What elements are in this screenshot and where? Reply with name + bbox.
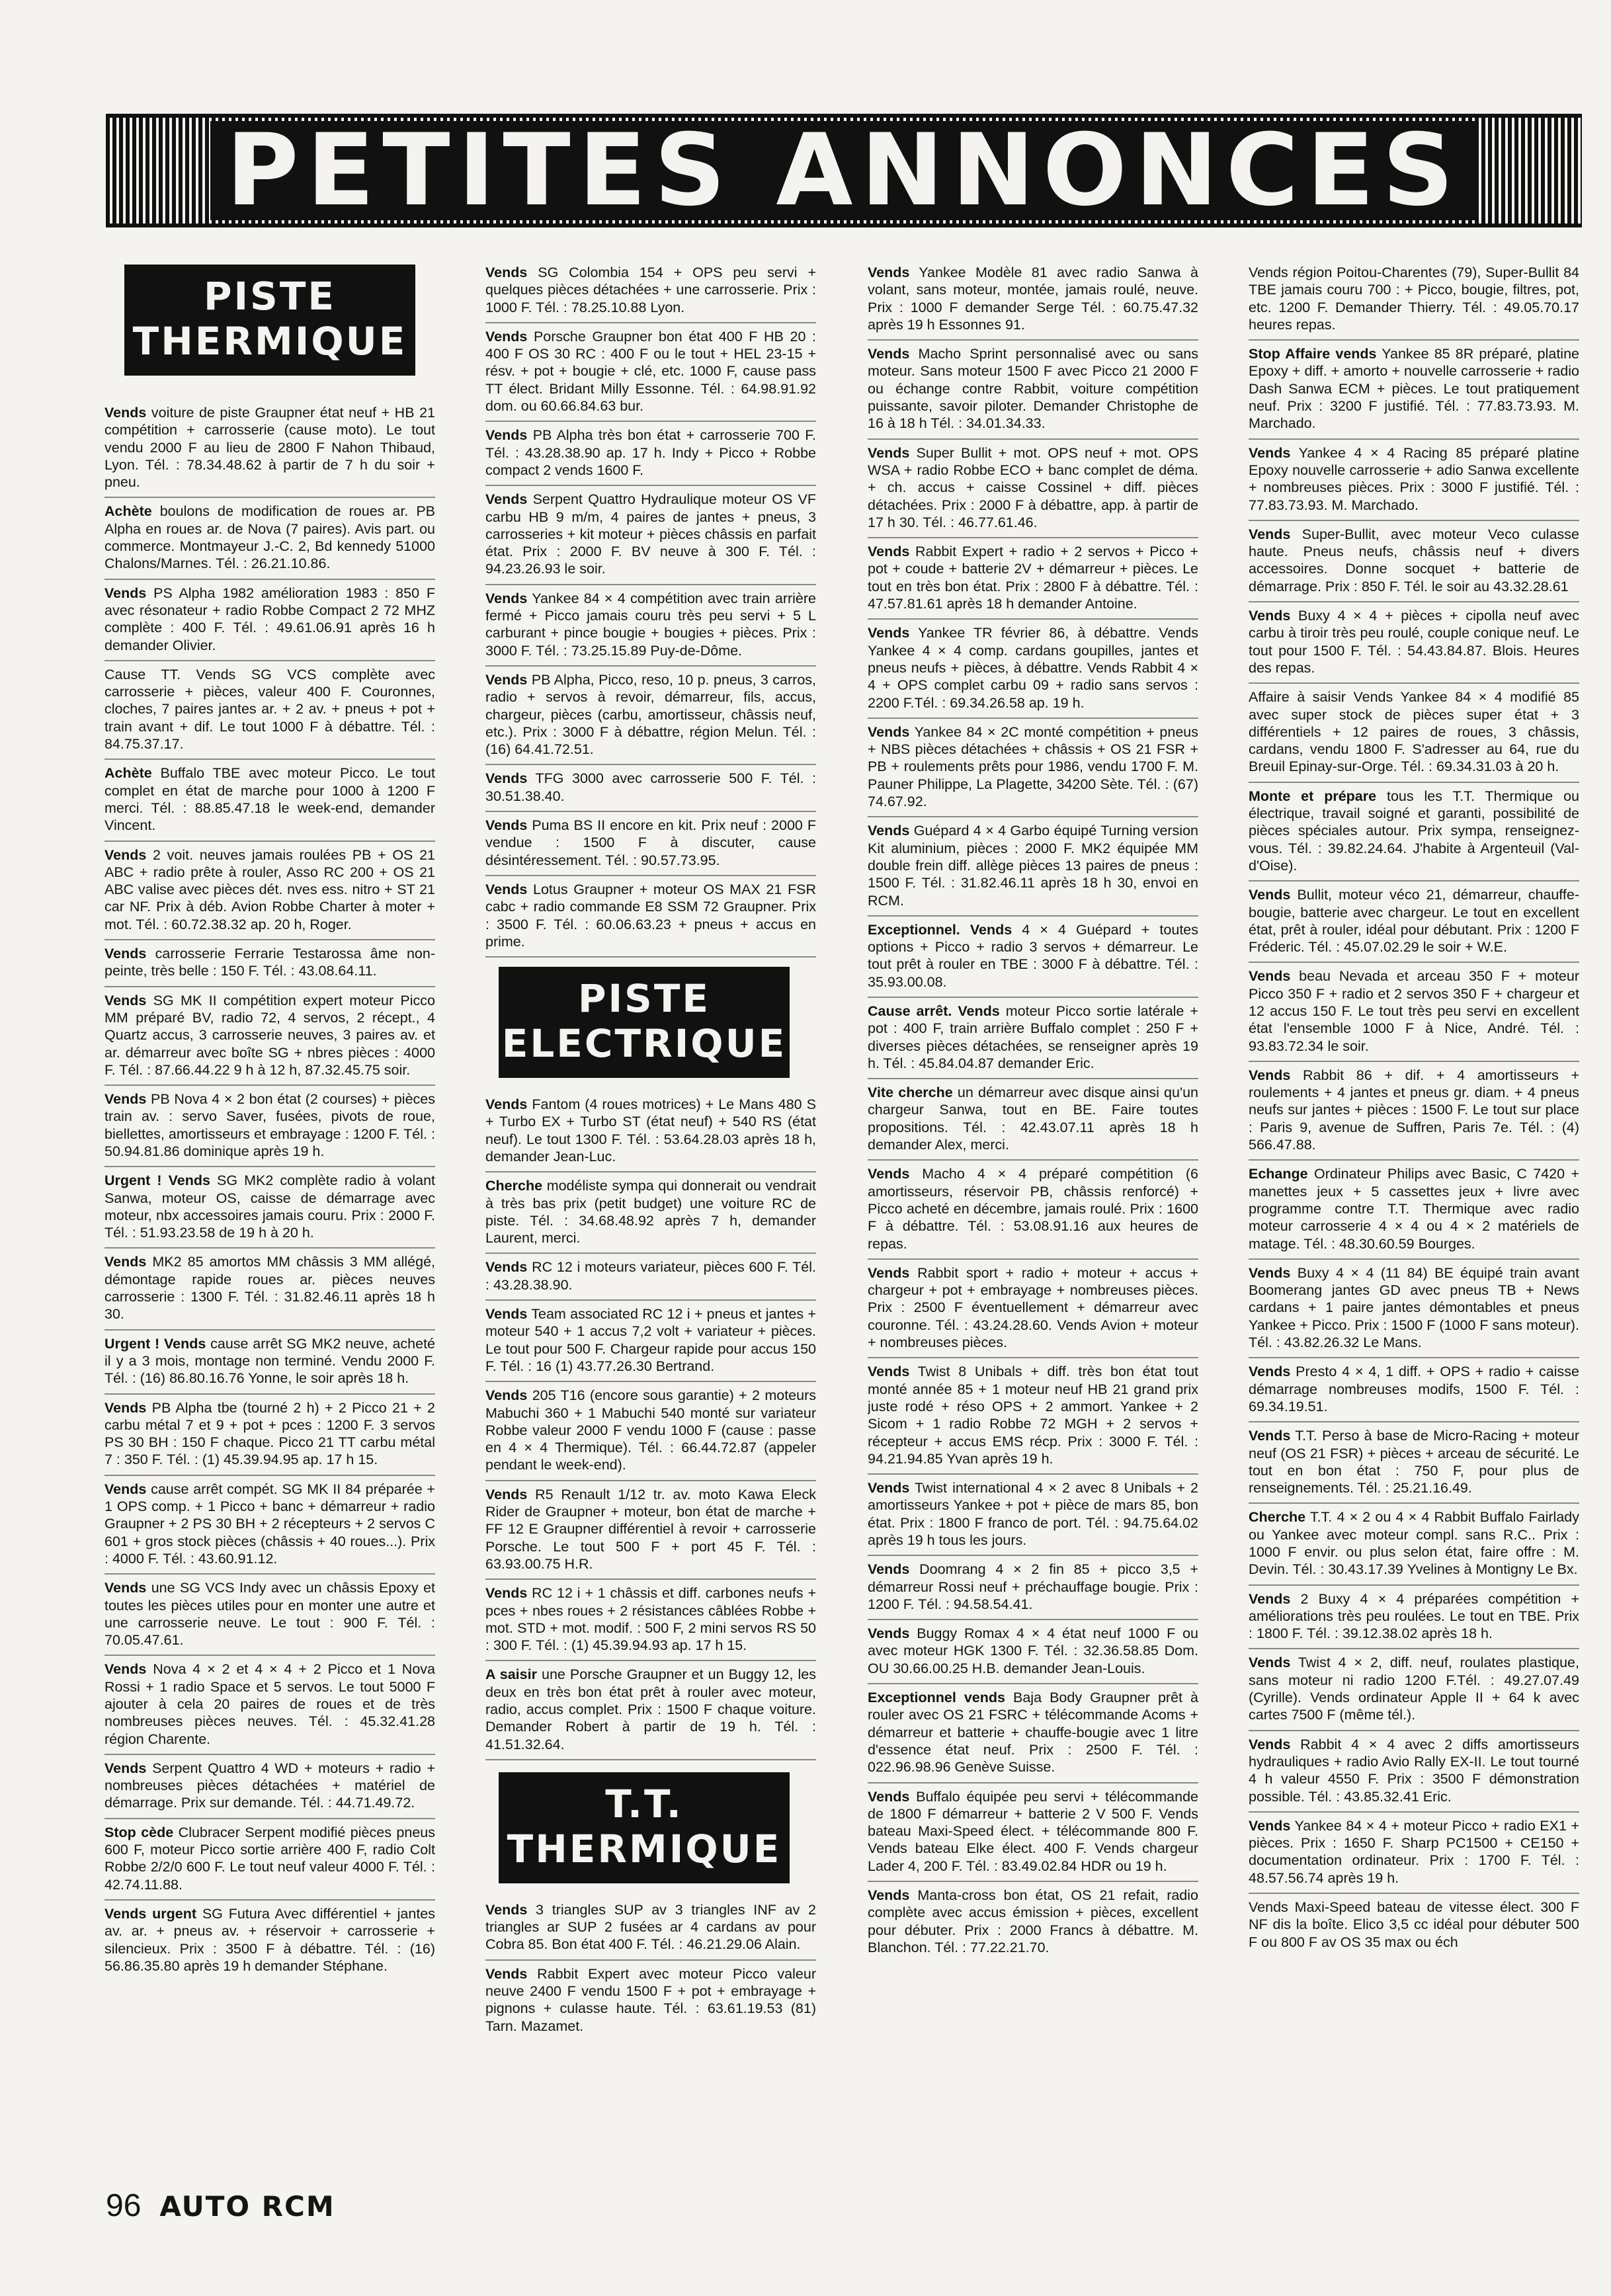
classified-ad: [1249, 602, 1579, 684]
ad-text: Lotus Graupner + moteur OS MAX 21 FSR cabc + radio commande E8 SSM 72 Graupner. Prix : 3500 F. Tél. : 60.06.63.23 + pneus + accus en prime.: [485, 881, 816, 950]
ad-lead-word: Vends: [485, 328, 528, 345]
ad-lead-word: Monte et prépare: [1249, 788, 1377, 804]
classified-ad: [485, 1091, 816, 1172]
classified-ad: [1249, 1813, 1579, 1894]
ad-lead-word: Vends: [485, 1096, 528, 1113]
ad-text: Buffalo TBE avec moteur Picco. Le tout complet en état de marche pour 1000 à 1200 F merci. Tél. : 88.85.47.18 le week-end, demander Vincent.: [104, 765, 435, 834]
ad-text: boulons de modification de roues ar. PB Alpha en roues ar. de Nova (7 paires). Avis part. ou commerce. Montmayeur J.-C. 2, Bd kennedy 51000 Chalons/Marnes. Tél. : 26.21.10.86.: [104, 503, 435, 572]
ad-lead-word: Vends: [485, 671, 528, 688]
ad-text: PB Alpha très bon état + carrosserie 700 F. Tél. : 43.28.38.90 ap. 17 h. Indy + Picco + Robbe compact 2 vends 1600 F.: [485, 427, 816, 478]
ad-text: Presto 4 × 4, 1 diff. + OPS + radio + caisse démarrage nombreuses modifs, 1500 F. Tél. : 69.34.19.51.: [1249, 1364, 1579, 1414]
ad-text: R5 Renault 1/12 tr. av. moto Kawa Eleck Rider de Graupner + moteur, bon état de marche + FF 12 E Graupner différentiel à revoir + carrosserie Porsche. Le tout 500 F + port 45 F. Tél. : 63.93.00.75 H.R.: [485, 1486, 816, 1572]
ad-lead-word: Vends: [1249, 526, 1291, 542]
column-4: [1249, 259, 1579, 2164]
ad-text: carrosserie Ferrarie Testarossa âme non-peinte, très belle : 150 F. Tél. : 43.08.64.11.: [104, 946, 435, 979]
ad-text: 205 T16 (encore sous garantie) + 2 moteurs Mabuchi 360 + 1 Mabuchi 540 monté sur variateur Robbe valeur 2000 F vendu 1000 F (cause : passe en 4 × 4 Thermique). Tél. : 66.44.72.87 (appeler pendant le week-end).: [485, 1387, 816, 1473]
ad-lead-word: Vends: [1249, 1264, 1291, 1281]
ad-text: un démarreur avec disque ainsi qu'un chargeur Sanwa, tout en BE. Faire toutes propositions. Tél. : 42.43.07.11 après 18 h demander Alex, merci.: [868, 1085, 1198, 1153]
ad-text: Macho Sprint personnalisé avec ou sans moteur. Sans moteur 1500 F avec Picco 21 2000 F ou échange contre Rabbit, voiture compétition puissante, savoir piloter. Demander Christophe de 16 à 18 h Tél. : 34.01.34.33.: [868, 346, 1198, 432]
ad-lead-word: Vends: [485, 881, 528, 897]
ad-text: une Porsche Graupner et un Buggy 12, les deux en très bon état prêt à rouler avec moteur, radio, accus complet. Prix : 1500 F chaque voiture. Demander Robert à partir de 19 h. Tél. : 41.51.32.64.: [485, 1666, 816, 1752]
classified-ad: [104, 1167, 435, 1249]
ad-lead-word: Urgent ! Vends: [104, 1172, 210, 1189]
classified-ad: [104, 987, 435, 1086]
classified-ad: [104, 760, 435, 841]
ad-lead-word: Vends: [485, 427, 528, 444]
classified-ad: [104, 842, 435, 940]
classified-ad: [1249, 963, 1579, 1061]
ad-text: 4 × 4 Guépard + toutes options + Picco + radio 3 servos + démarreur. Le tout prêt à rouler en TBE : 3000 F à débattre. Tél. : 35.93.00.08.: [868, 921, 1198, 990]
ad-lead-word: Vends: [485, 1306, 528, 1323]
ad-lead-word: Vends: [1249, 1428, 1291, 1444]
column-1: [104, 257, 435, 2161]
ad-lead-word: Vends: [104, 1254, 147, 1270]
classified-ad: [485, 1382, 816, 1481]
classified-ad: [868, 1161, 1198, 1259]
ad-lead-word: Achète: [104, 765, 152, 782]
ad-lead-word: Vends: [104, 846, 147, 863]
ad-text: Twist 4 × 2, diff. neuf, roulates plastique, sans moteur ni radio 1200 F.Tél. : 49.27.07.49 (Cyrille). Vends ordinateur Apple II + 64 k avec cartes 7500 F (même tél.).: [1249, 1655, 1579, 1723]
ad-text: PB Nova 4 × 2 bon état (2 courses) + pièces train av. : servo Saver, fusées, pivots de roue, biellettes, amortisseurs et embrayage : 1200 F. Tél. : 50.94.81.86 dominique après 19 h.: [104, 1091, 435, 1159]
classified-ad: [104, 1575, 435, 1656]
ad-lead-word: Vends: [868, 1561, 910, 1578]
ad-text: Macho 4 × 4 préparé compétition (6 amortisseurs, réservoir PB, châssis renforcé) + Picco acheté en décembre, jamais roulé. Prix : 1600 F à débattre. Tél. : 53.08.91.16 aux heures de repas.: [868, 1166, 1198, 1252]
classified-ad: [1249, 341, 1579, 439]
ad-lead-word: Vends: [868, 1625, 910, 1642]
ad-lead-word: Vends: [104, 1399, 147, 1416]
classified-ad: [1249, 259, 1579, 341]
ad-lead-word: Vends: [485, 770, 528, 787]
ad-text: Fantom (4 roues motrices) + Le Mans 480 S + Turbo EX + Turbo ST (état neuf) + 540 RS (état neuf). Le tout 1300 F. Tél. : 53.64.28.03 après 18 h, demander Jean-Luc.: [485, 1096, 816, 1165]
ad-text: Buxy 4 × 4 + pièces + cipolla neuf avec carbu à tiroir très peu roulé, couple conique neuf. Le tout pour 1500 F. Tél. : 54.43.84.87. Blois. Heures des repas.: [1249, 608, 1579, 676]
ad-lead-word: Vends: [104, 585, 147, 601]
ad-lead-word: Vends: [104, 1661, 147, 1678]
classified-ad: [868, 341, 1198, 439]
classified-ad: [868, 538, 1198, 620]
ad-lead-word: Vends: [868, 444, 910, 461]
ad-lead-word: Urgent ! Vends: [104, 1335, 206, 1352]
classified-ad: [868, 1556, 1198, 1620]
ad-text: Yankee 4 × 4 Racing 85 préparé platine Epoxy nouvelle carrosserie + adio Sanwa excellente + nombreuses pièces. Prix : 3000 F justifié. Tél. : 77.83.73.93. M. Marchado.: [1249, 444, 1579, 513]
classified-ad: [485, 1172, 816, 1254]
ad-lead-word: Cherche: [1249, 1509, 1306, 1526]
ad-lead-word: Vends: [868, 1166, 910, 1182]
classified-ad: [1249, 1422, 1579, 1504]
ad-text: Yankee 85 8R préparé, platine Epoxy + diff. + amorto + nouvelle carrosserie + radio Dash Sanwa ECM + pièces. Le tout pratiquement neuf. Prix : 3200 F justifié. Tél. : 77.83.73.93. M. Marchado.: [1249, 346, 1579, 432]
ad-text: Yankee TR février 86, à débattre. Vends Yankee 4 × 4 comp. cardans goupilles, jantes et pneus neufs + pièces, à débattre. Vends Rabbit 4 × 4 + OPS complet carbu 09 + radio sans servos : 2200 F.Tél. : 69.34.26.58 ap. 19 h.: [868, 625, 1198, 711]
ad-lead-word: Vends: [868, 544, 910, 560]
classified-ad: [104, 661, 435, 760]
classified-ad: [868, 259, 1198, 341]
classified-ad: [1249, 1358, 1579, 1422]
ad-lead-word: Vends: [1249, 444, 1291, 461]
classified-ad: [1249, 783, 1579, 882]
classified-ad: [1249, 1504, 1579, 1585]
classified-ad: [104, 1656, 435, 1754]
classified-ad: [485, 1301, 816, 1382]
ad-text: TFG 3000 avec carrosserie 500 F. Tél. : 30.51.38.40.: [485, 770, 816, 804]
ad-lead-word: Vends: [104, 946, 147, 962]
classified-ad: [1249, 1161, 1579, 1259]
ad-text: Rabbit 4 × 4 avec 2 diffs amortisseurs hydrauliques + radio Avio Rally EX-II. Le tout tourné 4 h valeur 4550 F. Prix : 3500 F démonstration possible. Tél. : 43.85.32.41 Eric.: [1249, 1736, 1579, 1805]
ad-lead-word: Vends: [485, 1585, 528, 1602]
classified-ad: [1249, 882, 1579, 963]
ad-text: 2 Buxy 4 × 4 préparées compétition + améliorations très peu roulées. Le tout en TBE. Prix : 1800 F. Tél. : 39.12.38.02 après 18 h.: [1249, 1590, 1579, 1642]
ad-text: Buxy 4 × 4 (11 84) BE équipé train avant Boomerang jantes GD avec pneus TB + News cardans + 1 paire jantes démontables et pneus Yankee + Picco. Prix : 1500 F (1000 F sans moteur). Tél. : 43.82.26.32 Le Mans.: [1249, 1264, 1579, 1351]
ad-text: Yankee 84 × 4 compétition avec train arrière fermé + Picco jamais couru très peu servi + 5 L carburant + pince bougie + bougies + pièces. Prix : 3000 F. Tél. : 73.25.15.89 Puy-de-Dôme.: [485, 590, 816, 659]
classified-ad: [485, 1580, 816, 1661]
ad-lead-word: Vends: [104, 1481, 147, 1497]
ad-lead-word: Vends: [868, 1364, 910, 1380]
ad-lead-word: Achète: [104, 503, 152, 520]
ad-lead-word: Vends: [485, 1259, 528, 1276]
ad-lead-word: Vends: [868, 346, 910, 362]
ad-text: beau Nevada et arceau 350 F + moteur Picco 350 F + radio et 2 servos 350 F + chargeur et 12 accus 150 F. Le tout très peu servi en excellent état l'ensemble 1000 F à Nice, André. Tél. : 93.83.72.34 le soir.: [1249, 968, 1579, 1054]
classified-ad: [1249, 521, 1579, 602]
ad-text: Serpent Quattro Hydraulique moteur OS VF carbu HB 9 m/m, 4 paires de jantes + pneus, 3 carrosseries + kit moteur + pièces châssis en parfait état. Prix : 2000 F. BV neuve à 300 F. Tél. : 94.23.26.93 le soir.: [485, 491, 816, 577]
page-footer: [106, 2188, 335, 2223]
ad-text: Bullit, moteur véco 21, démarreur, chauffe-bougie, batterie avec chargeur. Le tout en excellent état, prêt à rouler, idéal pour débutant. Prix : 1200 F Fréderic. Tél. : 45.07.02.29 le soir + W.E.: [1249, 887, 1579, 956]
ad-lead-word: A saisir: [485, 1666, 537, 1683]
classified-ad: [104, 1249, 435, 1330]
ad-lead-word: Vends: [868, 1887, 910, 1904]
ad-text: Cause TT. Vends SG VCS complète avec carrosserie + pièces, valeur 400 F. Couronnes, cloches, 7 paires jantes ar. + 2 av. + pneus + pot + train avant + dif. Le tout 1000 F à débattre. Tél. : 84.75.37.17.: [104, 666, 435, 753]
classified-ad: [485, 876, 816, 958]
ad-lead-word: Vends: [1249, 1067, 1291, 1083]
ad-text: Porsche Graupner bon état 400 F HB 20 : 400 F OS 30 RC : 400 F ou le tout + HEL 23-15 + résv. + pot + bougie + clé, etc. 1000 F, cause pass TT élect. Bridant Milly Essonne. Tél. : 64.98.91.92 dom. ou 60.66.84.63 bur.: [485, 328, 816, 415]
ad-text: moteur Picco sortie latérale + pot : 400 F, train arrière Buffalo complet : 250 F + diverses pièces détachées, se renseigner après 19 h. Tél. : 45.84.04.87 demander Eric.: [868, 1003, 1198, 1071]
classified-ad: [1249, 1062, 1579, 1161]
classified-ad: [1249, 440, 1579, 521]
ad-text: Buggy Romax 4 × 4 état neuf 1000 F ou avec moteur HGK 1300 F. Tél. : 32.36.58.85 Dom. OU 30.66.00.25 H.B. demander Jean-Louis.: [868, 1625, 1198, 1676]
ad-text: Twist 8 Unibals + diff. très bon état tout monté année 85 + 1 moteur neuf HB 21 grand prix juste rodé + réso OPS + 2 ammort. Yankee + 2 Sicom + 1 radio Robbe 72 MGH + 2 servos + récepteur + accus EMS récp. Prix : 3000 F. Tél. : 94.21.94.85 Yvan après 19 h.: [868, 1364, 1198, 1467]
ad-text: Super Bullit + mot. OPS neuf + mot. OPS WSA + radio Robbe ECO + banc complet de déma. + ch. accus + caisse Cossinel + diff. pièces détachées. Prix : 2000 F à débattre, app. à partir de 17 h 30. Tél. : 46.77.61.46.: [868, 444, 1198, 530]
ad-lead-word: Vends: [868, 265, 910, 280]
ad-text: PS Alpha 1982 amélioration 1983 : 850 F avec résonateur + radio Robbe Compact 2 72 MHZ complète : 400 F. Tél. : 49.61.06.91 après 16 h demander Olivier.: [104, 585, 435, 653]
classified-ad: [1249, 1649, 1579, 1731]
classified-ad: [485, 667, 816, 765]
classified-ad: [868, 719, 1198, 817]
column-2: [485, 259, 816, 2164]
ad-lead-word: Vends: [1249, 1590, 1291, 1607]
classified-ad: [868, 440, 1198, 538]
classified-ad: [104, 580, 435, 661]
ad-lead-word: Vends: [1249, 1655, 1291, 1671]
ad-lead-word: Vends: [485, 590, 528, 606]
ad-text: SG Futura Avec différentiel + jantes av. ar. + pneus av. + réservoir + carrosserie + silencieux. Prix : 3500 F à débattre. Tél. : (16) 56.86.35.80 après 19 h demander Stéphane.: [104, 1905, 435, 1974]
ad-text: Vends Maxi-Speed bateau de vitesse élect. 300 F NF dis la boîte. Elico 3,5 cc idéal pour débuter 500 F ou 800 F av OS 35 max ou éch: [1249, 1899, 1579, 1950]
ad-lead-word: Vends: [1249, 1736, 1291, 1752]
ad-lead-word: Vends: [104, 405, 147, 421]
classified-ad: [868, 998, 1198, 1079]
classified-ad: [868, 1079, 1198, 1161]
ad-text: Affaire à saisir Vends Yankee 84 × 4 modifié 85 avec super stock de pièces super état + 3 différentiels + 12 paires de roues, 3 châssis, cardans, vendu 1800 F. S'adresser au 64, rue du Breuil Epinay-sur-Orge. Tél. : 69.34.31.03 à 20 h.: [1249, 689, 1579, 775]
ad-text: cause arrêt SG MK2 neuve, acheté il y a 3 mois, montage non terminé. Vendu 2000 F. Tél. : (16) 86.80.16.76 Yonne, le soir après 18 h.: [104, 1335, 435, 1387]
ad-lead-word: Exceptionnel. Vends: [868, 921, 1012, 938]
classified-ad: [104, 399, 435, 498]
ad-lead-word: Echange: [1249, 1166, 1308, 1182]
classified-ad: [868, 817, 1198, 916]
classified-ad: [868, 1260, 1198, 1358]
ad-text: MK2 85 amortos MM châssis 3 MM allégé, démontage rapide roues ar. pièces neuves carrosserie : 1300 F. Tél. : 31.82.46.11 après 18 h 30.: [104, 1254, 435, 1323]
ad-text: Guépard 4 × 4 Garbo équipé Turning version Kit aluminium, pièces : 2000 F. MK2 équipée MM double frein diff. allège pièces 13 paires de pneus : 1500 F. Tél. : 31.82.46.11 après 18 h 30, envoi en RCM.: [868, 823, 1198, 909]
ad-lead-word: Vends: [868, 625, 910, 641]
ad-text: Team associated RC 12 i + pneus et jantes + moteur 540 + 1 accus 7,2 volt + variateur + pièces. Le tout pour 500 F. Chargeur rapide pour accus 150 F. Tél. : 16 (1) 43.77.26.30 Bertrand.: [485, 1306, 816, 1374]
ad-text: 3 triangles SUP av 3 triangles INF av 2 triangles ar SUP 2 fusées ar 4 cardans av pour Cobra 85. Bon état 400 F. Tél. : 46.21.29.06 Alain.: [485, 1901, 816, 1953]
ad-text: RC 12 i + 1 châssis et diff. carbones neufs + pces + nbes roues + 2 résistances câblées Robbe + mot. STD + mot. modif. : 500 F, 2 mini servos RS 50 : 300 F. Tél. : (1) 45.39.94.93 ap. 17 h 15.: [485, 1585, 816, 1654]
ad-lead-word: Vends: [1249, 608, 1291, 624]
ad-lead-word: Vends: [868, 1264, 910, 1281]
ad-text: 2 voit. neuves jamais roulées PB + OS 21 ABC + radio prête à rouler, Asso RC 200 + OS 21 ABC valise avec pièces dét. nves ess. nitro + ST 21 car NF. Prix à déb. Avion Robbe Charter à moter + mot. Tél. : 60.72.38.32 ap. 20 h, Roger.: [104, 846, 435, 932]
classified-ad: [485, 1897, 816, 1961]
ad-lead-word: Vends: [868, 723, 910, 740]
ad-text: Serpent Quattro 4 WD + moteurs + radio + nombreuses pièces détachées + matériel de démarrage. Prix sur demande. Tél. : 44.71.49.72.: [104, 1760, 435, 1811]
ad-text: T.T. Perso à base de Micro-Racing + moteur neuf (OS 21 FSR) + pièces + arceau de sécurité. Le tout en bon état : 750 F, pour plus de renseignements. Tél. : 25.21.16.49.: [1249, 1428, 1579, 1496]
classified-ad: [104, 1086, 435, 1167]
classified-ad: [104, 1331, 435, 1395]
ad-text: Rabbit Expert + radio + 2 servos + Picco + pot + coude + batterie 2V + démarreur + pièces. Le tout en très bon état. Prix : 2800 F à débattre. Tél. : 47.57.81.61 après 18 h demander Antoine.: [868, 544, 1198, 612]
classified-ad: [485, 323, 816, 422]
classified-ad: [868, 1784, 1198, 1882]
magazine-name: AUTO RCM: [159, 2190, 335, 2223]
ad-text: Yankee 84 × 2C monté compétition + pneus + NBS pièces détachées + châssis + OS 21 FSR + PB + roulements prêts pour 1986, vendu 1700 F. M. Pauner Philippe, La Plagette, 34200 Sète. Tél. : (67) 74.67.92.: [868, 723, 1198, 810]
classified-ad: [485, 1481, 816, 1580]
ad-text: SG Colombia 154 + OPS peu servi + quelques pièces détachées + une carrosserie. Prix : 1000 F. Tél. : 78.25.10.88 Lyon.: [485, 265, 816, 315]
classified-ad: [485, 1254, 816, 1301]
ad-lead-word: Stop Affaire vends: [1249, 346, 1377, 362]
ad-text: SG MK II compétition expert moteur Picco MM préparé BV, radio 72, 4 servos, 2 récept., 4 Quartz accus, 3 carrosserie neuves, 3 paires av. et ar. démarreur avec boîte SG + nbres pièces : 4000 F. Tél. : 87.66.44.22 9 h à 12 h, 87.32.45.75 soir.: [104, 992, 435, 1078]
ad-text: Yankee 84 × 4 + moteur Picco + radio EX1 + pièces. Prix : 1650 F. Sharp PC1500 + CE150 + documentation ordinateur. Prix : 1700 F. Tél. : 48.57.56.74 après 19 h.: [1249, 1817, 1579, 1886]
classified-ad: [104, 498, 435, 579]
ad-text: Nova 4 × 2 et 4 × 4 + 2 Picco et 1 Nova Rossi + 1 radio Space et 5 servos. Le tout 5000 F ajouter à cela 20 paires de roues et de très nombreuses pièces neuves. Tél. : 45.32.41.28 région Charente.: [104, 1661, 435, 1747]
ad-lead-word: Vends: [1249, 1364, 1291, 1380]
ad-lead-word: Vends: [1249, 887, 1291, 903]
classified-ad: [104, 1819, 435, 1901]
classified-ad: [868, 1620, 1198, 1684]
ad-text: PB Alpha, Picco, reso, 10 p. pneus, 3 carros, radio + servos à revoir, démarreur, fils, accus, chargeur, pièces (carbu, amortisseur, châssis neuf, etc.). Prix : 3000 F à débattre, région Melun. Tél. : (16) 64.41.72.51.: [485, 671, 816, 758]
classified-ad: [485, 812, 816, 876]
ad-text: Clubracer Serpent modifié pièces pneus 600 F, moteur Picco sortie arrière 400 F, radio Colt Robbe 2/2/0 600 F. Le tout neuf valeur 4000 F. Tél. : 42.74.11.88.: [104, 1824, 435, 1893]
column-3: [868, 259, 1198, 2164]
classified-ad: [104, 1901, 435, 1981]
page-number: 96: [106, 2188, 142, 2223]
classified-ad: [485, 585, 816, 667]
ad-lead-word: Vends: [104, 992, 147, 1008]
ad-text: Twist international 4 × 2 avec 8 Unibals + 2 amortisseurs Yankee + pot + pièce de mars 85, bon état. Prix : 1800 F franco de port. Tél. : 94.75.64.02 après 19 h tous les jours.: [868, 1480, 1198, 1548]
ad-lead-word: Cherche: [485, 1178, 543, 1194]
ad-lead-word: Vends: [868, 823, 910, 839]
classified-ad: [485, 259, 816, 323]
classified-ad: [104, 1755, 435, 1819]
ad-lead-word: Vends: [485, 1387, 528, 1404]
ad-text: Super-Bullit, avec moteur Veco culasse haute. Pneus neufs, châssis neuf + divers accessoires. Donne socquet + batterie de démarrage. Prix : 850 F. Tél. le soir au 43.32.28.61: [1249, 526, 1579, 594]
ad-text: voiture de piste Graupner état neuf + HB 21 compétition + carrosserie (cause moto). Le tout vendu 2000 F au lieu de 2800 F Nahon Thibaud, Lyon. Tél. : 78.34.48.62 à partir de 7 h du soir + pneu.: [104, 405, 435, 491]
section-heading-piste-electrique: PISTE ELECTRIQUE: [499, 967, 790, 1078]
ad-text: PB Alpha tbe (tourné 2 h) + 2 Picco 21 + 2 carbu métal 7 et 9 + pot + pces : 1200 F. 3 servos PS 30 BH : 150 F chaque. Picco 21 TT carbu métal 7 : 350 F. Tél. : (1) 45.39.94.95 ap. 17 h 15.: [104, 1399, 435, 1468]
ad-lead-word: Vends: [485, 1965, 528, 1982]
classified-ad: [1249, 1894, 1579, 1957]
ad-text: Doomrang 4 × 2 fin 85 + picco 3,5 + démarreur Rossi neuf + préchauffage bougie. Prix : 1200 F. Tél. : 94.58.54.41.: [868, 1561, 1198, 1612]
ad-text: Puma BS II encore en kit. Prix neuf : 2000 F vendue : 1500 F à discuter, cause désintéressement. Tél. : 90.57.73.95.: [485, 817, 816, 868]
ad-lead-word: Vends: [485, 1901, 528, 1918]
ad-text: Rabbit sport + radio + moteur + accus + chargeur + pot + embrayage + nombreuses pièces. Prix : 2500 F éventuellement + démarreur avec couronne. Tél. : 43.24.28.60. Vends Avion + moteur + nombreuses pièces.: [868, 1264, 1198, 1351]
ad-lead-word: Vends: [104, 1580, 147, 1596]
ad-text: T.T. 4 × 2 ou 4 × 4 Rabbit Buffalo Fairlady ou Yankee avec moteur compl. sans R.C.. Prix : 1000 F envir. ou plus selon état, faire offre : M. Devin. Tél. : 30.43.17.39 Yvelines à Montigny Le Bx.: [1249, 1509, 1579, 1578]
classified-ad: [868, 620, 1198, 718]
ad-lead-word: Exceptionnel vends: [868, 1690, 1005, 1706]
classified-ad: [868, 917, 1198, 998]
classified-ad: [1249, 1586, 1579, 1650]
ad-text: Ordinateur Philips avec Basic, C 7420 + manettes jeux + 5 cassettes jeux + livre avec programme contre T.T. Thermique avec radio moteur carrosserie 4 × 4 ou 4 × 2 matériels de matage. Tél. : 48.30.60.59 Bourges.: [1249, 1166, 1579, 1252]
ad-text: cause arrêt compét. SG MK II 84 préparée + 1 OPS comp. + 1 Picco + banc + démarreur + radio Graupner + 2 PS 30 BH + 2 récepteurs + 2 servos C 601 + gros stock pièces (châssis + 40 roues...). Prix : 4000 F. Tél. : 43.60.91.12.: [104, 1481, 435, 1567]
ad-text: une SG VCS Indy avec un châssis Epoxy et toutes les pièces utiles pour en monter une autre et une carrosserie neuve. Le tout : 900 F. Tél. : 70.05.47.61.: [104, 1580, 435, 1649]
classified-ad: [104, 940, 435, 987]
classified-ad: [1249, 1260, 1579, 1358]
classified-ad: [104, 1395, 435, 1476]
classified-ad: [485, 422, 816, 486]
ad-text: Vends région Poitou-Charentes (79), Super-Bullit 84 TBE jamais couru 700 : + Picco, bougie, filtres, pot, etc. 1200 F. Demander Thierry. Tél. : 49.05.70.17 heures repas.: [1249, 265, 1579, 333]
page-title: PETITES ANNONCES: [210, 121, 1477, 220]
section-heading-tt-thermique: T.T. THERMIQUE: [499, 1772, 790, 1883]
ad-lead-word: Vends: [104, 1091, 147, 1108]
ad-lead-word: Vends: [104, 1760, 147, 1776]
ad-text: Buffalo équipée peu servi + télécommande de 1800 F démarreur + batterie 2 V 500 F. Vends bateau Maxi-Speed élect. + télécommande 800 F. Vends bateau Elke élect. 400 F. Vends chargeur Lader 4, 200 F. Tél. : 83.49.02.84 HDR ou 19 h.: [868, 1788, 1198, 1874]
page-header-banner: [106, 114, 1582, 227]
classified-ad: [485, 1961, 816, 2041]
ad-text: tous les T.T. Thermique ou électrique, travail soigné et garanti, possibilité de pièces spéciales autour. Prix sympa, renseignez-vous. Tél. : 39.82.24.64. J'habite à Argenteuil (Val-d'Oise).: [1249, 788, 1579, 874]
classified-ad: [485, 765, 816, 812]
ad-lead-word: Vends: [485, 491, 528, 508]
ad-lead-word: Vends: [1249, 968, 1291, 985]
ad-lead-word: Vends: [868, 1788, 910, 1805]
ad-lead-word: Vends: [485, 817, 528, 834]
classified-ad: [868, 1882, 1198, 1962]
classified-ad: [868, 1358, 1198, 1475]
ad-text: Yankee Modèle 81 avec radio Sanwa à volant, sans moteur, montée, jamais roulé, neuve. Prix : 1000 F demander Serge Tél. : 60.75.47.32 après 19 h Essonnes 91.: [868, 265, 1198, 333]
ad-lead-word: Cause arrêt. Vends: [868, 1003, 1000, 1019]
ad-lead-word: Stop cède: [104, 1824, 174, 1840]
ad-lead-word: Vends: [868, 1480, 910, 1496]
classified-ad: [485, 486, 816, 585]
ad-lead-word: Vends: [1249, 1817, 1291, 1834]
ad-text: modéliste sympa qui donnerait ou vendrait à très bas prix (petit budget) une voiture RC de piste. Tél. : 34.68.48.92 après 7 h, demander Laurent, merci.: [485, 1178, 816, 1247]
classified-ad: [868, 1684, 1198, 1783]
ad-text: Rabbit Expert avec moteur Picco valeur neuve 2400 F vendu 1500 F + pot + embrayage + pignons + culasse haute. Tél. : 63.61.19.53 (81) Tarn. Mazamet.: [485, 1965, 816, 2034]
ad-lead-word: Vite cherche: [868, 1085, 953, 1101]
ad-lead-word: Vends: [485, 265, 528, 280]
ad-text: SG MK2 complète radio à volant Sanwa, moteur OS, caisse de démarrage avec moteur, nbx accessoires jamais couru. Prix : 2000 F. Tél. : 51.93.23.58 de 19 h à 20 h.: [104, 1172, 435, 1241]
classified-ad: [1249, 684, 1579, 782]
ad-lead-word: Vends urgent: [104, 1905, 197, 1922]
classified-ad: [868, 1475, 1198, 1556]
ad-text: Baja Body Graupner prêt à rouler avec OS 21 FSRC + télécommande Acoms + démarreur et batterie + chauffe-bougie avec 1 litre d'essence état neuf. Prix : 2500 F. Tél. : 022.96.98.96 Genève Suisse.: [868, 1690, 1198, 1776]
classified-ad: [485, 1661, 816, 1760]
section-heading-piste-thermique: PISTE THERMIQUE: [124, 265, 415, 376]
classified-ad: [1249, 1731, 1579, 1813]
ad-text: Rabbit 86 + dif. + 4 amortisseurs + roulements + 4 jantes et pneus gr. diam. + 4 pneus neufs sur jantes + pièces : 1500 F. Le tout sur place : Paris 9, avenue de Suffren, Paris 7e. Tél. : (4) 566.47.88.: [1249, 1067, 1579, 1153]
ad-text: Manta-cross bon état, OS 21 refait, radio complète avec accus émission + pièces, excellent pour débuter. Prix : 2000 Francs à débattre. M. Blanchon. Tél. : 77.22.21.70.: [868, 1887, 1198, 1955]
ad-text: RC 12 i moteurs variateur, pièces 600 F. Tél. : 43.28.38.90.: [485, 1259, 816, 1293]
ad-lead-word: Vends: [485, 1486, 528, 1502]
classified-ad: [104, 1476, 435, 1575]
